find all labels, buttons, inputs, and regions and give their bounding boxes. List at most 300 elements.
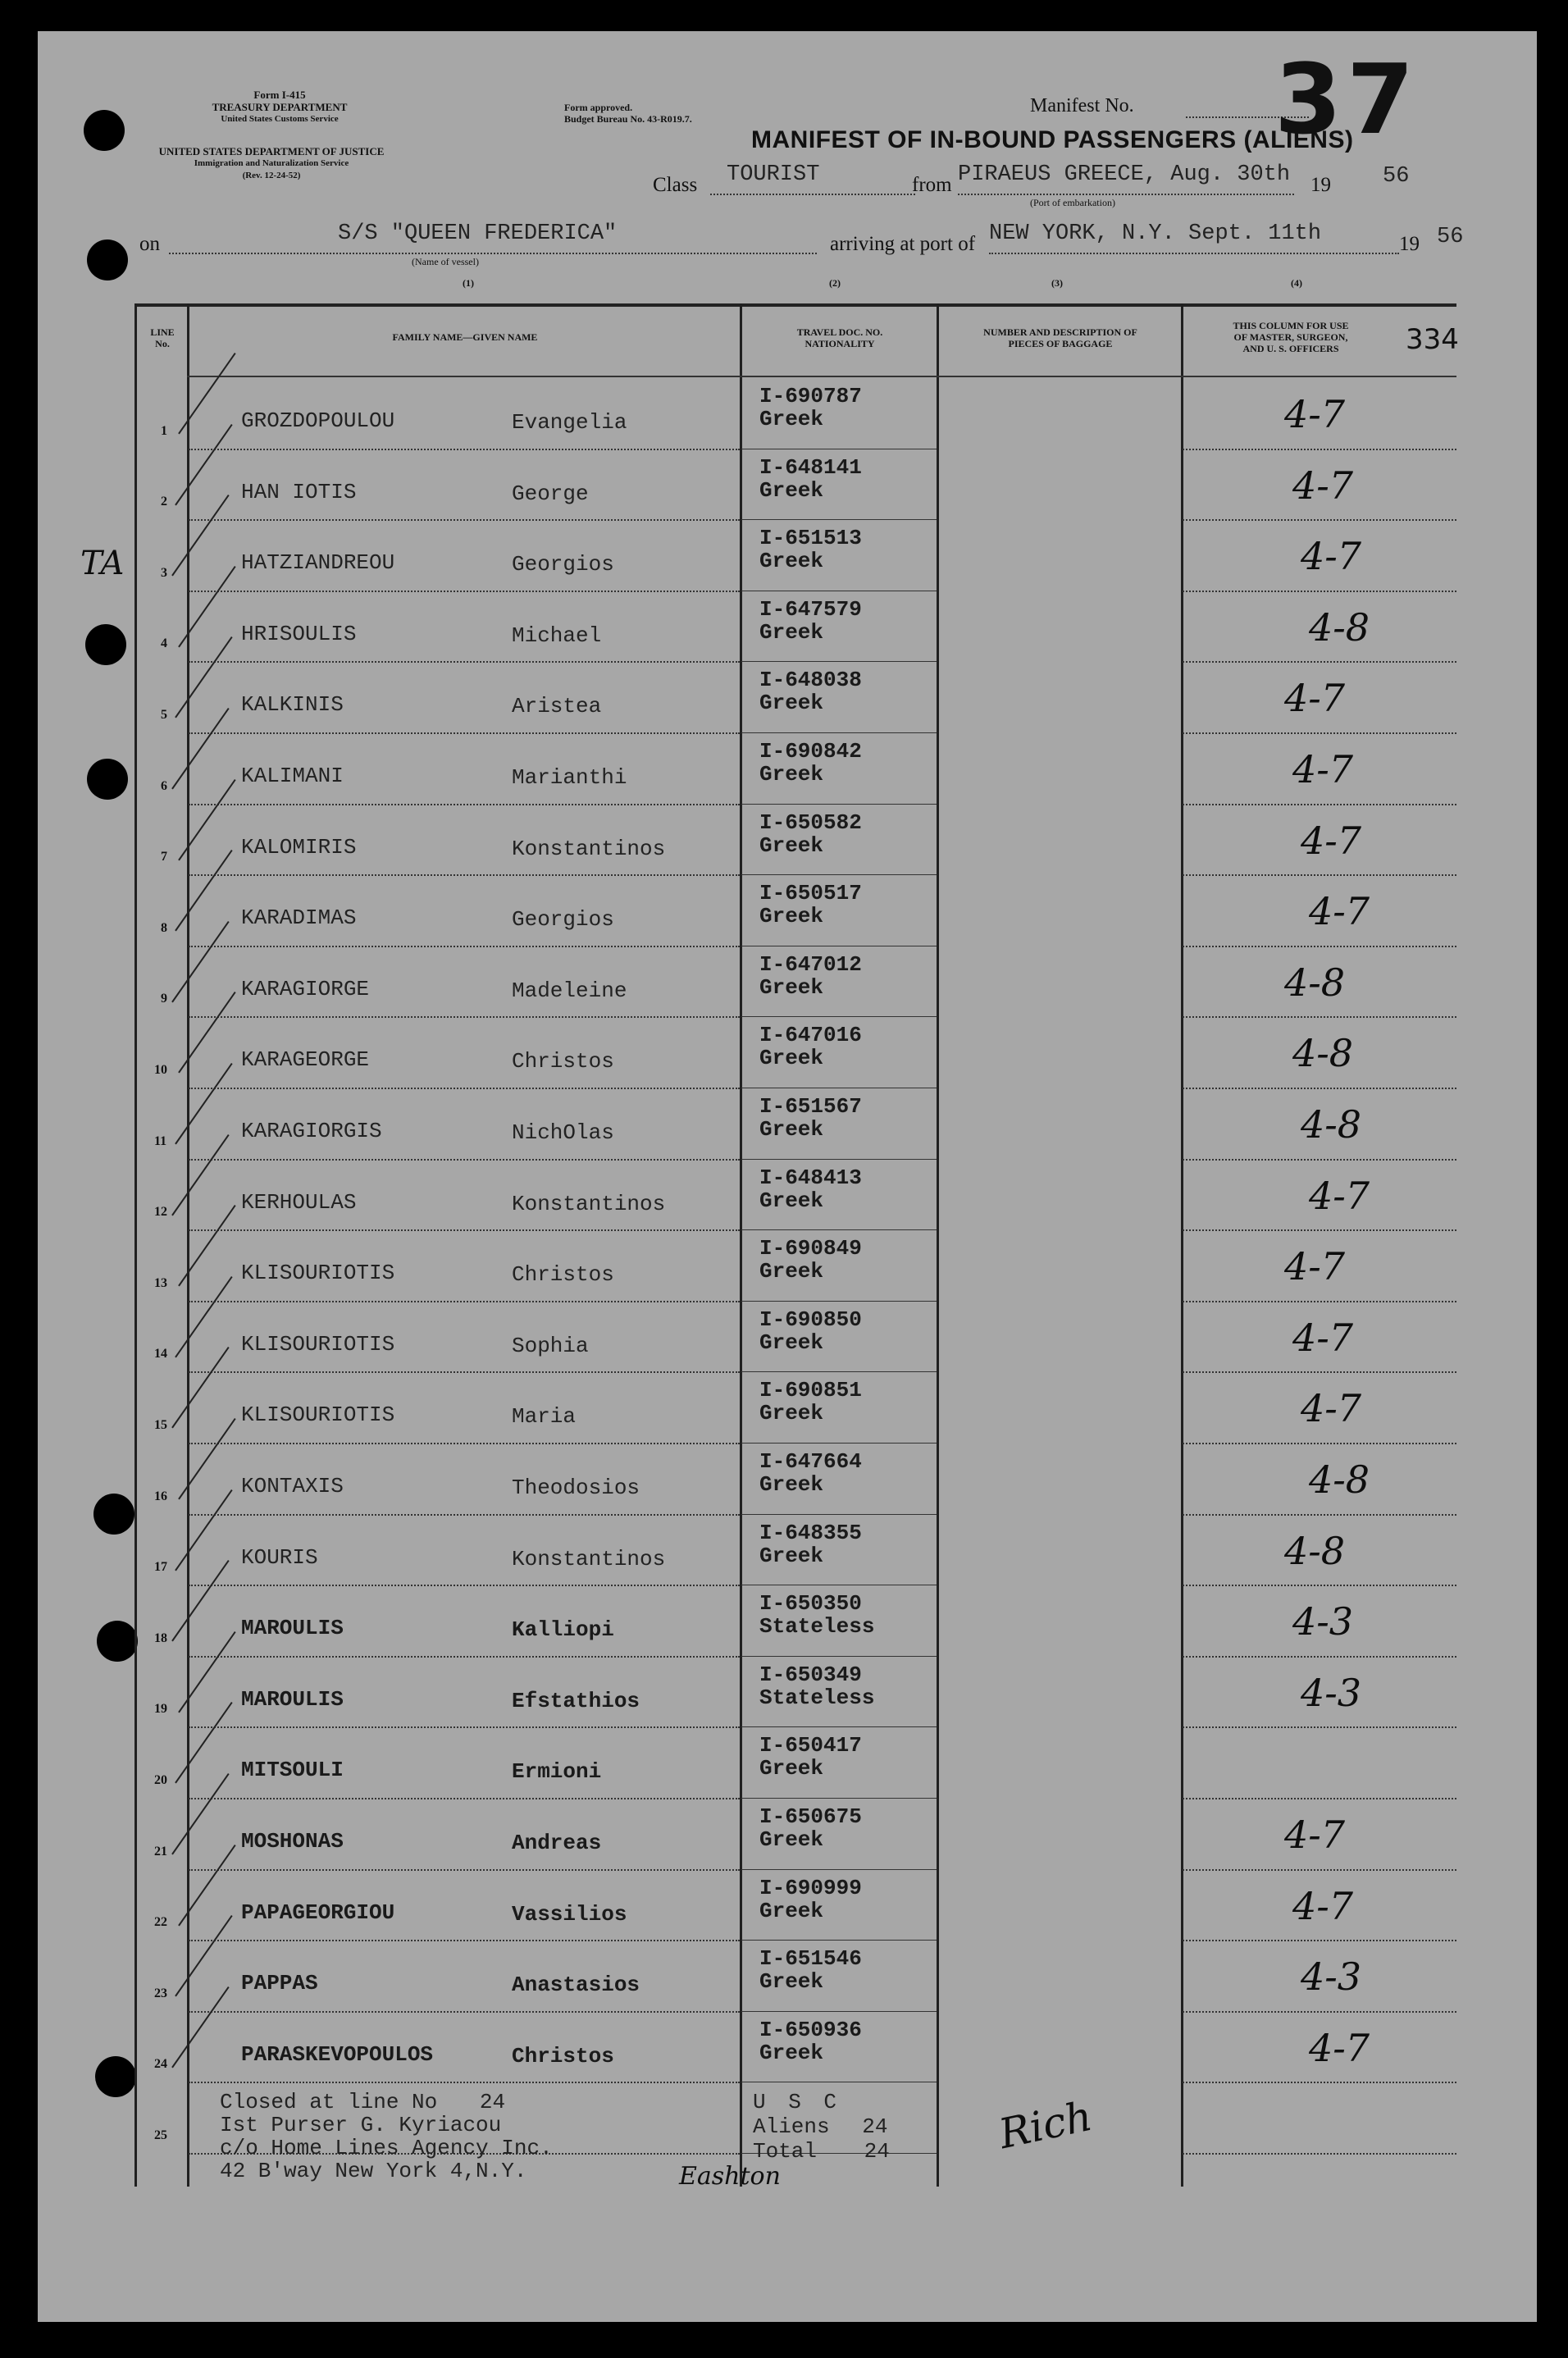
row-check-mark	[171, 1347, 229, 1428]
row-separator-name	[189, 591, 740, 592]
header-officers-line2: OF MASTER, SURGEON,	[1233, 331, 1348, 343]
row-family-name: KERHOULAS	[241, 1190, 357, 1215]
row-travel-doc: I-650675	[759, 1804, 862, 1829]
row-separator-name	[189, 1088, 740, 1089]
row-given-name: Andreas	[512, 1831, 602, 1855]
row-separator-name	[189, 1585, 740, 1586]
form-treasury-block	[177, 89, 382, 125]
manifest-title: MANIFEST OF IN-BOUND PASSENGERS (ALIENS)	[751, 126, 1354, 153]
row-travel-doc: I-647016	[759, 1023, 862, 1047]
row-family-name: KOURIS	[241, 1545, 318, 1570]
row-family-name: KARAGIORGIS	[241, 1119, 382, 1143]
row-officer-mark: 4-7	[1284, 1244, 1346, 1288]
row-nationality: Greek	[759, 1259, 824, 1284]
arrival-underline	[989, 253, 1399, 254]
aliens-value: 24	[862, 2114, 888, 2139]
row-travel-doc: I-647579	[759, 597, 862, 622]
row-nationality: Greek	[759, 407, 824, 431]
row-separator-officers	[1183, 519, 1456, 521]
row-separator-officers	[1183, 661, 1456, 663]
row-given-name: Michael	[512, 623, 602, 648]
row-travel-doc: I-647664	[759, 1449, 862, 1474]
punch-hole	[84, 110, 125, 151]
row-separator-doc	[741, 1726, 937, 1727]
header-travel-doc	[743, 326, 937, 349]
header-officers-line1: THIS COLUMN FOR USE	[1233, 320, 1349, 331]
col-number-3: (3)	[1051, 277, 1063, 289]
row-check-mark	[175, 424, 232, 505]
row-separator-doc	[741, 1159, 937, 1160]
row-travel-doc: I-690842	[759, 739, 862, 764]
row-separator-name	[189, 2082, 740, 2083]
row-line-number: 13	[154, 1276, 167, 1290]
row-nationality: Greek	[759, 762, 824, 787]
row-separator-name	[189, 1016, 740, 1018]
officer-signature: Rich	[995, 2091, 1096, 2159]
row-line-number: 22	[154, 1915, 167, 1929]
col-number-4: (4)	[1291, 277, 1302, 289]
row-separator-doc	[741, 1371, 937, 1372]
row-nationality: Greek	[759, 1401, 824, 1425]
row-separator-officers	[1183, 1585, 1456, 1586]
row-family-name: KALIMANI	[241, 764, 344, 788]
row-separator-officers	[1183, 1371, 1456, 1373]
row-line-number: 21	[154, 1845, 167, 1859]
customs-service: United States Customs Service	[221, 114, 339, 124]
from-underline	[958, 194, 1294, 195]
row-given-name: Georgios	[512, 907, 614, 932]
row-separator-officers	[1183, 1656, 1456, 1658]
row-travel-doc: I-648141	[759, 455, 862, 480]
row-family-name: KALKINIS	[241, 692, 344, 717]
row-travel-doc: I-690850	[759, 1307, 862, 1332]
row-separator-doc	[741, 1514, 937, 1515]
row-officer-mark: 4-3	[1292, 1599, 1354, 1644]
row-separator-name	[189, 1301, 740, 1302]
row-line-number: 6	[161, 779, 167, 793]
form-approved: Form approved.	[564, 102, 633, 113]
row-travel-doc: I-650517	[759, 881, 862, 905]
row-given-name: George	[512, 481, 589, 506]
row-family-name: PAPPAS	[241, 1971, 318, 1995]
col-divider-doc	[937, 303, 939, 2187]
row-nationality: Stateless	[759, 1614, 875, 1639]
row-nationality: Greek	[759, 1899, 824, 1923]
row-separator-officers	[1183, 1869, 1456, 1871]
row-separator-officers	[1183, 2153, 1456, 2155]
row-given-name: Theodosios	[512, 1475, 640, 1500]
row-given-name: Georgios	[512, 552, 614, 577]
row-family-name: PAPAGEORGIOU	[241, 1900, 395, 1925]
row-travel-doc: I-690999	[759, 1876, 862, 1900]
row-officer-mark: 4-7	[1301, 534, 1362, 578]
row-officer-mark: 4-8	[1309, 1457, 1370, 1502]
purser-line: Ist Purser G. Kyriacou	[220, 2113, 502, 2137]
row-nationality: Greek	[759, 2041, 824, 2065]
punch-hole	[87, 239, 128, 280]
row-nationality: Greek	[759, 691, 824, 715]
row-line-number: 5	[161, 708, 167, 722]
row-given-name: Efstathios	[512, 1689, 640, 1713]
row-travel-doc: I-650417	[759, 1733, 862, 1758]
row-given-name: Christos	[512, 1262, 614, 1287]
punch-hole	[87, 759, 128, 800]
row-separator-doc	[741, 874, 937, 875]
row-separator-name	[189, 1159, 740, 1161]
row-separator-officers	[1183, 1798, 1456, 1799]
row-travel-doc: I-690787	[759, 384, 862, 408]
row-family-name: HAN IOTIS	[241, 480, 357, 504]
row-separator-doc	[741, 804, 937, 805]
row-family-name: KLISOURIOTIS	[241, 1402, 395, 1427]
row-family-name: PARASKEVOPOULOS	[241, 2042, 434, 2067]
row-check-mark	[171, 1986, 229, 2068]
row-separator-officers	[1183, 1159, 1456, 1161]
row-line-number: 7	[161, 850, 167, 864]
total-value: 24	[864, 2139, 890, 2164]
row-check-mark	[175, 636, 232, 718]
aliens-label: Aliens	[753, 2114, 830, 2139]
row-travel-doc: I-650349	[759, 1662, 862, 1687]
punch-hole	[93, 1494, 134, 1535]
row-separator-officers	[1183, 1443, 1456, 1444]
row-line-number: 1	[161, 424, 167, 438]
row-line-number: 24	[154, 2057, 167, 2071]
row-line-number: 17	[154, 1560, 167, 1574]
row-separator-name	[189, 1229, 740, 1231]
row-travel-doc: I-651513	[759, 526, 862, 550]
row-nationality: Greek	[759, 1117, 824, 1142]
row-separator-doc	[741, 1301, 937, 1302]
punch-hole	[95, 2056, 136, 2097]
row-line-number: 3	[161, 566, 167, 580]
row-separator-name	[189, 1940, 740, 1941]
row-line-number: 14	[154, 1347, 167, 1361]
header-baggage	[940, 326, 1181, 349]
manifest-number: 37	[1274, 43, 1420, 156]
row-given-name: Ermioni	[512, 1759, 602, 1784]
row-family-name: MITSOULI	[241, 1758, 344, 1782]
row-officer-mark: 4-8	[1292, 1031, 1354, 1075]
row-given-name: Evangelia	[512, 410, 627, 435]
arrival-value: NEW YORK, N.Y. Sept. 11th	[989, 221, 1322, 246]
row-officer-mark: 4-7	[1292, 463, 1354, 508]
address-line: 42 B'way New York 4,N.Y.	[220, 2159, 527, 2183]
row-check-mark	[175, 1915, 232, 1996]
row-line-number: 20	[154, 1773, 167, 1787]
row-line-number: 11	[154, 1134, 167, 1148]
arrival-year-value: 56	[1437, 225, 1464, 249]
budget-bureau: Budget Bureau No. 43-R019.7.	[564, 113, 692, 125]
row-officer-mark: 4-7	[1284, 1813, 1346, 1857]
row-separator-officers	[1183, 591, 1456, 592]
year-value: 56	[1383, 164, 1410, 189]
row-line-number: 16	[154, 1489, 167, 1503]
row-check-mark	[171, 1134, 229, 1215]
arriving-label: arriving at port of	[830, 233, 976, 255]
closed-value: 24	[479, 2090, 506, 2114]
vessel-underline	[169, 253, 817, 254]
row-check-mark	[175, 1489, 232, 1571]
row-given-name: Christos	[512, 1049, 614, 1074]
col-divider-name	[740, 303, 742, 2187]
row-separator-name	[189, 519, 740, 521]
form-number: Form I-415	[253, 89, 306, 101]
row-given-name: Sophia	[512, 1334, 589, 1358]
row-family-name: GROZDOPOULOU	[241, 408, 395, 433]
row-given-name: Anastasios	[512, 1973, 640, 1997]
row-family-name: MAROULIS	[241, 1616, 344, 1640]
row-officer-mark: 4-7	[1292, 1884, 1354, 1928]
row-travel-doc: I-647012	[759, 952, 862, 977]
row-nationality: Greek	[759, 1969, 824, 1994]
margin-note-ta: TA	[80, 545, 125, 582]
row-separator-name	[189, 1798, 740, 1799]
row-nationality: Stateless	[759, 1685, 875, 1710]
stamp-number: 334	[1406, 323, 1459, 356]
row-check-mark	[175, 1276, 232, 1357]
row-given-name: Konstantinos	[512, 1547, 666, 1571]
row-separator-name	[189, 874, 740, 876]
row-given-name: Konstantinos	[512, 837, 666, 861]
from-label: from	[912, 174, 952, 196]
header-baggage-line2: PIECES OF BAGGAGE	[1008, 338, 1113, 349]
row-nationality: Greek	[759, 1544, 824, 1568]
row-separator-officers	[1183, 1940, 1456, 1941]
row-travel-doc: I-650936	[759, 2018, 862, 2042]
row-family-name: MAROULIS	[241, 1687, 344, 1712]
row-nationality: Greek	[759, 549, 824, 573]
row-separator-officers	[1183, 2011, 1456, 2013]
total-label: Total	[753, 2139, 818, 2164]
row-given-name: Konstantinos	[512, 1192, 666, 1216]
row-nationality: Greek	[759, 975, 824, 1000]
row-separator-doc	[741, 661, 937, 662]
row-given-name: Vassilios	[512, 1902, 627, 1927]
row-officer-mark: 4-7	[1292, 747, 1354, 791]
row-line-number: 25	[154, 2128, 167, 2142]
punch-hole	[85, 624, 126, 665]
row-separator-name	[189, 1656, 740, 1658]
row-officer-mark: 4-3	[1301, 1671, 1362, 1715]
revision-date: (Rev. 12-24-52)	[242, 171, 301, 180]
row-line-number: 4	[161, 636, 167, 650]
row-separator-doc	[741, 1229, 937, 1230]
row-family-name: KARAGEORGE	[241, 1047, 370, 1072]
on-label: on	[139, 233, 160, 255]
header-name: FAMILY NAME—GIVEN NAME	[392, 331, 538, 343]
row-given-name: Marianthi	[512, 765, 627, 790]
ins-service: Immigration and Naturalization Service	[194, 158, 349, 168]
row-officer-mark: 4-8	[1309, 605, 1370, 650]
row-given-name: Madeleine	[512, 978, 627, 1003]
row-separator-officers	[1183, 946, 1456, 947]
row-nationality: Greek	[759, 1472, 824, 1497]
row-line-number: 10	[154, 1063, 167, 1077]
row-nationality: Greek	[759, 1827, 824, 1852]
row-family-name: KONTAXIS	[241, 1474, 344, 1498]
row-officer-mark: 4-7	[1309, 2026, 1370, 2070]
row-officer-mark: 4-3	[1301, 1954, 1362, 1999]
col-number-1: (1)	[463, 277, 474, 289]
row-travel-doc: I-648413	[759, 1165, 862, 1190]
header-line-text: LINE	[150, 326, 175, 338]
row-family-name: KALOMIRIS	[241, 835, 357, 860]
row-separator-officers	[1183, 874, 1456, 876]
aliens-total	[753, 2114, 887, 2139]
row-separator-officers	[1183, 1514, 1456, 1516]
vessel-value: S/S "QUEEN FREDERICA"	[338, 221, 618, 246]
row-given-name: Christos	[512, 2044, 614, 2068]
row-separator-name	[189, 449, 740, 450]
row-family-name: MOSHONAS	[241, 1829, 344, 1854]
row-given-name: NichOlas	[512, 1120, 614, 1145]
row-line-number: 9	[161, 992, 167, 1006]
row-officer-mark: 4-7	[1309, 1174, 1370, 1218]
row-separator-name	[189, 1443, 740, 1444]
row-separator-name	[189, 946, 740, 947]
row-travel-doc: I-651546	[759, 1946, 862, 1971]
row-officer-mark: 4-7	[1301, 1386, 1362, 1430]
year-label: 19	[1310, 174, 1331, 196]
row-line-number: 23	[154, 1986, 167, 2000]
row-separator-officers	[1183, 449, 1456, 450]
row-separator-name	[189, 1514, 740, 1516]
row-family-name: KLISOURIOTIS	[241, 1261, 395, 1285]
row-line-number: 2	[161, 495, 167, 509]
header-nationality: NATIONALITY	[805, 338, 875, 349]
row-nationality: Greek	[759, 833, 824, 858]
row-separator-officers	[1183, 1016, 1456, 1018]
punch-hole	[97, 1621, 138, 1662]
treasury-dept: TREASURY DEPARTMENT	[212, 101, 348, 113]
col-divider-baggage	[1181, 303, 1183, 2187]
row-line-number: 15	[154, 1418, 167, 1432]
row-separator-doc	[741, 519, 937, 520]
row-separator-officers	[1183, 2082, 1456, 2083]
row-separator-name	[189, 2011, 740, 2013]
row-travel-doc: I-690849	[759, 1236, 862, 1261]
row-separator-doc	[741, 1016, 937, 1017]
row-given-name: Maria	[512, 1404, 577, 1429]
row-nationality: Greek	[759, 1188, 824, 1213]
row-check-mark	[175, 1063, 232, 1144]
row-officer-mark: 4-7	[1292, 1316, 1354, 1360]
row-nationality: Greek	[759, 478, 824, 503]
header-line-no	[136, 326, 189, 349]
row-line-number: 18	[154, 1631, 167, 1645]
table-top-border	[134, 303, 1456, 307]
row-line-number: 12	[154, 1205, 167, 1219]
row-family-name: KARAGIORGE	[241, 977, 370, 1001]
row-nationality: Greek	[759, 904, 824, 928]
row-separator-officers	[1183, 1726, 1456, 1728]
row-separator-officers	[1183, 1301, 1456, 1302]
row-officer-mark: 4-7	[1301, 819, 1362, 863]
row-travel-doc: I-690851	[759, 1378, 862, 1402]
row-officer-mark: 4-7	[1284, 676, 1346, 720]
row-travel-doc: I-648038	[759, 668, 862, 692]
row-officer-mark: 4-7	[1309, 889, 1370, 933]
row-travel-doc: I-650350	[759, 1591, 862, 1616]
header-no-text: No.	[155, 338, 170, 349]
eashton-note: Eashton	[679, 2162, 781, 2191]
header-travel-doc-no: TRAVEL DOC. NO.	[796, 326, 883, 338]
justice-block	[136, 145, 407, 182]
row-nationality: Greek	[759, 1046, 824, 1070]
row-separator-officers	[1183, 1229, 1456, 1231]
row-officer-mark: 4-8	[1301, 1102, 1362, 1147]
port-embark-caption: (Port of embarkation)	[1030, 197, 1115, 208]
row-check-mark	[171, 921, 229, 1002]
row-line-number: 8	[161, 921, 167, 935]
row-given-name: Kalliopi	[512, 1617, 614, 1642]
row-travel-doc: I-651567	[759, 1094, 862, 1119]
row-separator-name	[189, 1726, 740, 1728]
row-separator-officers	[1183, 804, 1456, 805]
grand-total	[753, 2139, 890, 2164]
manifest-no-label: Manifest No.	[1030, 95, 1134, 116]
col-divider-lineno	[187, 303, 189, 2187]
row-separator-doc	[741, 2011, 937, 2012]
table-left-border	[134, 303, 137, 2187]
row-separator-name	[189, 804, 740, 805]
row-officer-mark: 4-7	[1284, 392, 1346, 436]
row-officer-mark: 4-8	[1284, 1529, 1346, 1573]
agency-line: c/o Home Lines Agency Inc.	[220, 2136, 553, 2160]
class-value: TOURIST	[727, 162, 820, 187]
row-family-name: HRISOULIS	[241, 622, 357, 646]
justice-dept: UNITED STATES DEPARTMENT OF JUSTICE	[158, 145, 385, 157]
row-check-mark	[171, 708, 229, 789]
row-nationality: Greek	[759, 1330, 824, 1355]
row-family-name: KARADIMAS	[241, 905, 357, 930]
header-baggage-line1: NUMBER AND DESCRIPTION OF	[983, 326, 1137, 338]
row-family-name: KLISOURIOTIS	[241, 1332, 395, 1357]
header-officers-line3: AND U. S. OFFICERS	[1242, 343, 1339, 354]
arrival-year-label: 19	[1399, 233, 1420, 255]
closed-at-line	[220, 2090, 505, 2114]
usc-label: U S C	[753, 2090, 842, 2114]
row-separator-doc	[741, 1443, 937, 1444]
row-separator-doc	[741, 1940, 937, 1941]
row-separator-officers	[1183, 732, 1456, 734]
class-label: Class	[653, 174, 698, 196]
row-check-mark	[171, 1560, 229, 1641]
row-travel-doc: I-648355	[759, 1521, 862, 1545]
row-separator-doc	[741, 1798, 937, 1799]
closed-label: Closed at line No	[220, 2090, 438, 2114]
row-given-name: Aristea	[512, 694, 602, 718]
row-separator-name	[189, 1371, 740, 1373]
header-bottom-border	[187, 376, 1456, 377]
row-check-mark	[171, 495, 229, 576]
row-family-name: HATZIANDREOU	[241, 550, 395, 575]
row-separator-name	[189, 661, 740, 663]
approval-block	[564, 102, 692, 125]
row-nationality: Greek	[759, 1756, 824, 1781]
row-separator-name	[189, 732, 740, 734]
row-separator-name	[189, 1869, 740, 1871]
row-check-mark	[175, 1702, 232, 1783]
row-officer-mark: 4-8	[1284, 960, 1346, 1005]
row-separator-officers	[1183, 1088, 1456, 1089]
row-separator-doc	[741, 1869, 937, 1870]
row-separator-doc	[741, 1656, 937, 1657]
row-separator-doc	[741, 732, 937, 733]
row-nationality: Greek	[759, 620, 824, 645]
vessel-caption: (Name of vessel)	[412, 256, 479, 267]
